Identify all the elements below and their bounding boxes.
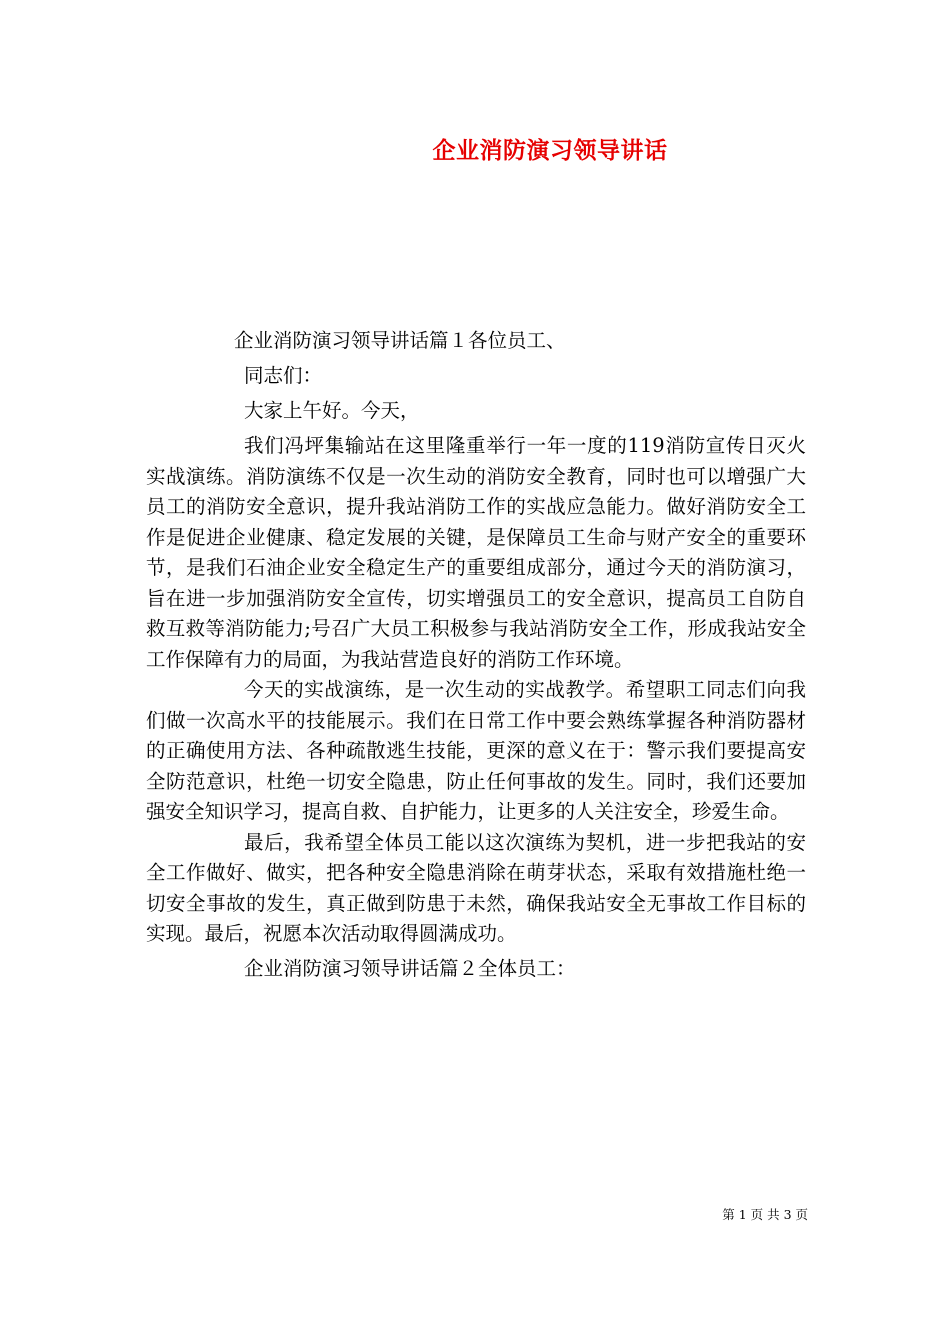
- paragraph-3: 最后，我希望全体员工能以这次演练为契机，进一步把我站的安全工作做好、做实，把各种安全隐患消除在萌芽状态，采取有效措施杜绝一切安全事故的发生，真正做到防患于未然，确保我站安全无事故工作目标的实现。最后，祝愿本次活动取得圆满成功。: [146, 830, 806, 945]
- paragraph-1: 我们冯坪集输站在这里隆重举行一年一度的119消防宣传日灭火实战演练。消防演练不仅是一次生动的消防安全教育，同时也可以增强广大员工的消防安全意识，提升我站消防工作的实战应急能力。做好消防安全工作是促进企业健康、稳定发展的关键，是保障员工生命与财产安全的重要环节，是我们石油企业安全稳定生产的重要组成部分，通过今天的消防演习，旨在进一步加强消防安全宣传，切实增强员工的安全意识，提高员工自防自救互救等消防能力;号召广大员工积极参与我站消防安全工作，形成我站安全工作保障有力的局面，为我站营造良好的消防工作环境。: [146, 434, 806, 671]
- morning-line: 大家上午好。今天，: [244, 399, 420, 422]
- section-heading-1: 企业消防演习领导讲话篇１各位员工、: [234, 329, 566, 352]
- document-body: [146, 326, 806, 985]
- document-title: 企业消防演习领导讲话: [432, 137, 668, 164]
- page-number-footer: 第 1 页 共 3 页: [722, 1207, 808, 1222]
- greeting-line: 同志们：: [244, 364, 323, 387]
- paragraph-2: 今天的实战演练，是一次生动的实战教学。希望职工同志们向我们做一次高水平的技能展示。我们在日常工作中要会熟练掌握各种消防器材的正确使用方法、各种疏散逃生技能，更深的意义在于：警示我们要提高安全防范意识，杜绝一切安全隐患，防止任何事故的发生。同时，我们还要加强安全知识学习，提高自救、自护能力，让更多的人关注安全，珍爱生命。: [146, 678, 806, 823]
- section-heading-2: 企业消防演习领导讲话篇２全体员工：: [244, 957, 576, 980]
